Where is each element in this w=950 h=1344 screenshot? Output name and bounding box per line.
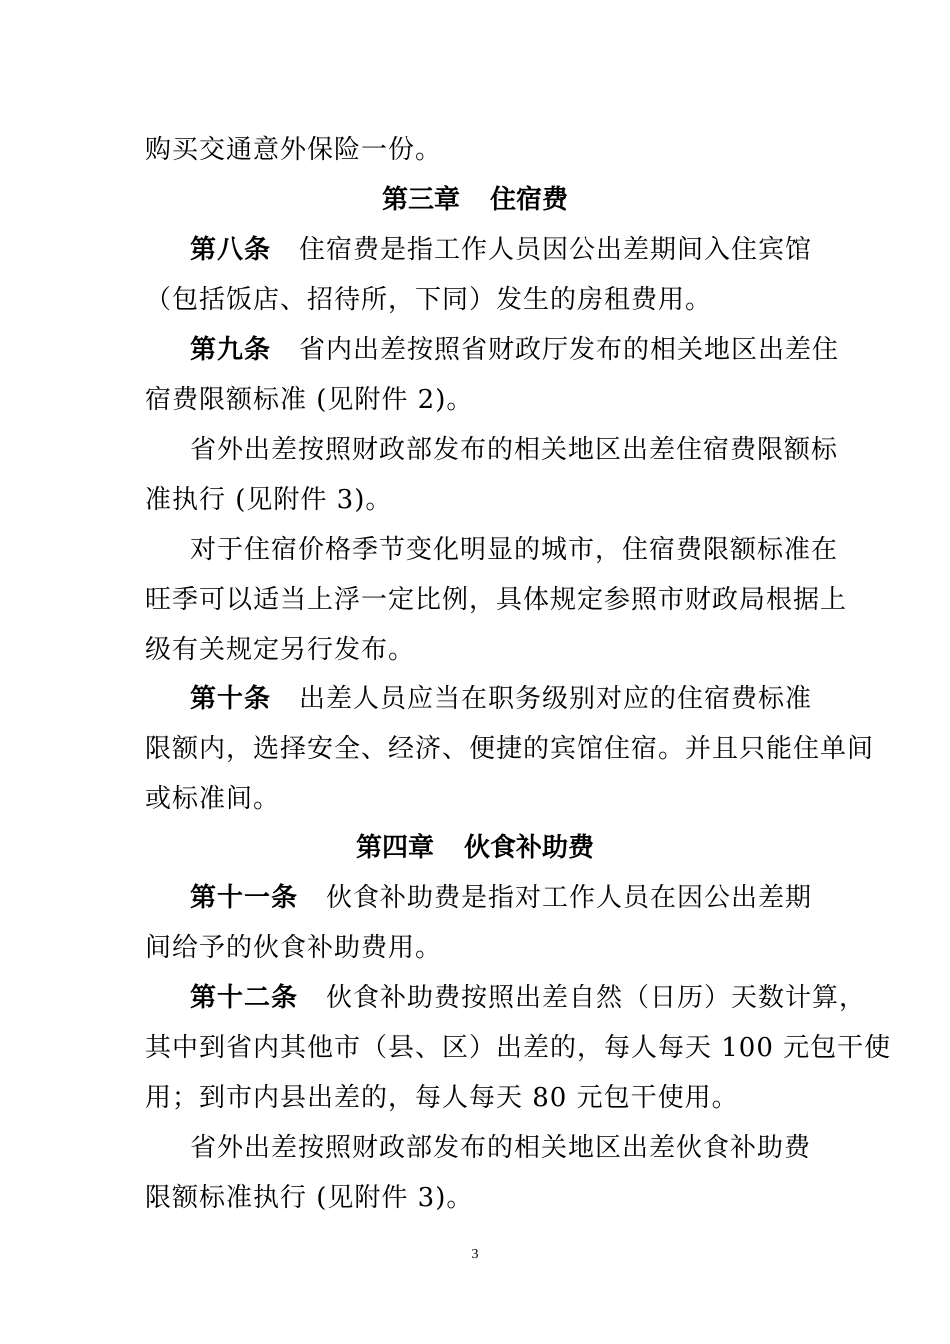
article-text: 伙食补助费按照出差自然（日历）天数计算， [326, 983, 867, 1013]
paragraph-line: 其中到省内其他市（县、区）出差的，每人每天 100 元包干使 [145, 1033, 892, 1063]
paragraph-line: 宿费限额标准 (见附件 2)。 [145, 385, 474, 415]
article-text: 伙食补助费是指对工作人员在因公出差期 [326, 883, 813, 913]
chapter-heading [0, 832, 950, 864]
paragraph-line: 对于住宿价格季节变化明显的城市，住宿费限额标准在 [190, 535, 839, 565]
article-label: 第十二条 [190, 983, 299, 1013]
paragraph-line: 购买交通意外保险一份。 [145, 135, 443, 165]
paragraph-line: 限额标准执行 (见附件 3)。 [145, 1183, 474, 1213]
article-text: 省内出差按照省财政厅发布的相关地区出差住 [299, 335, 840, 365]
article-label: 第十条 [190, 684, 272, 714]
chapter-number: 第三章 [381, 185, 460, 215]
paragraph-line: 或标准间。 [145, 784, 281, 814]
chapter-title: 住宿费 [490, 185, 569, 215]
paragraph-line: 级有关规定另行发布。 [145, 635, 416, 665]
paragraph-line: 省外出差按照财政部发布的相关地区出差伙食补助费 [190, 1133, 812, 1163]
article-line [190, 982, 870, 1014]
paragraph-line: 准执行 (见附件 3)。 [145, 485, 393, 515]
article-line [190, 334, 870, 366]
article-label: 第九条 [190, 335, 272, 365]
paragraph-line: 间给予的伙食补助费用。 [145, 933, 443, 963]
chapter-heading [0, 184, 950, 216]
paragraph-line: 用；到市内县出差的，每人每天 80 元包干使用。 [145, 1083, 739, 1113]
chapter-number: 第四章 [355, 833, 434, 863]
paragraph-line: 省外出差按照财政部发布的相关地区出差住宿费限额标 [190, 435, 839, 465]
article-line [190, 234, 870, 266]
article-line [190, 882, 870, 914]
article-label: 第十一条 [190, 883, 299, 913]
article-text: 住宿费是指工作人员因公出差期间入住宾馆 [299, 235, 813, 265]
paragraph-line: 旺季可以适当上浮一定比例，具体规定参照市财政局根据上 [145, 585, 848, 615]
article-text: 出差人员应当在职务级别对应的住宿费标准 [299, 684, 813, 714]
paragraph-line: 限额内，选择安全、经济、便捷的宾馆住宿。并且只能住单间 [145, 734, 875, 764]
article-line [190, 683, 870, 715]
paragraph-line: （包括饭店、招待所，下同）发生的房租费用。 [145, 285, 713, 315]
page-number: 3 [471, 1247, 479, 1262]
article-label: 第八条 [190, 235, 272, 265]
chapter-title: 伙食补助费 [464, 833, 595, 863]
